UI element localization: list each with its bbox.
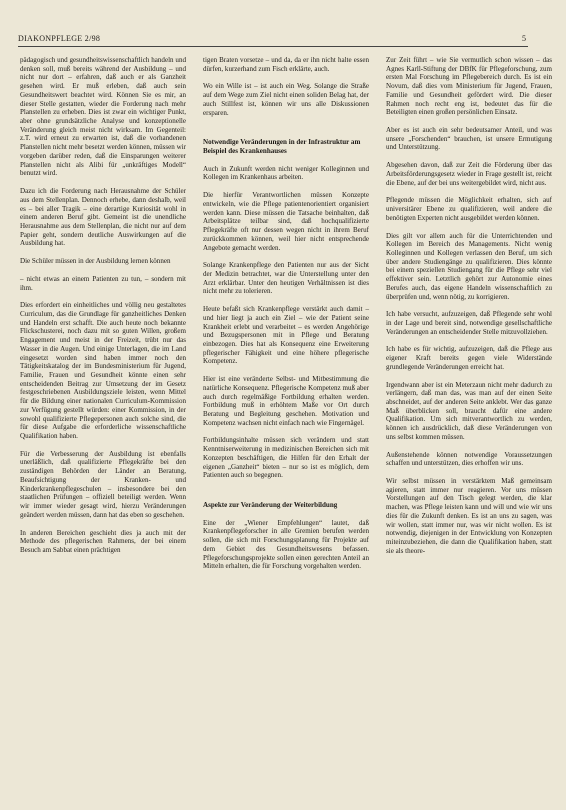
section-gap [203, 489, 369, 501]
text-column-2 [203, 56, 369, 580]
paragraph: Abgesehen davon, daß zur Zeit die Förderung über das Arbeitsförderungsgesetz wieder in Frage gestellt ist, reicht die Ebene, auf der bei uns weitergebildet wird, nicht aus. [386, 161, 552, 187]
paragraph: pädagogisch und gesundheitswissenschaftlich handeln und denken soll, muß bereits während der Ausbildung – und nicht nur dort – erfahren, daß auch er als Ganzheit gesehen wird. Er muß erleben, daß auch sein Gesundheitswert beachtet wird. Können Sie es mir, an dieser Stelle gestatten, wieder die Forderung nach mehr Planstellen zu erheben. Dies ist zwar ein wichtiger Punkt, aber ohne grundsätzliche Analyse und konzeptionelle Veränderung gleich meist nicht wirksam. Im Gegenteil: z.T. wird erneut zu erwarten ist, daß die vorhandenen Planstellen nicht mehr besetzt werden können, müssen wir vorgeben darüber reden, daß die Einsparungen weiterer Planstellen nicht als Alibi für „unkräftiges Modell“ benutzt wird. [20, 56, 186, 178]
paragraph: Eine der „Wiener Empfehlungen“ lautet, daß Krankenpflegeforscher in alle Gremien berufen werden sollen, die sich mit Forschungsplanung für Projekte auf dem Gebiet des Gesundheitswesens befassen. Pflegeforschungsprojekte sollen einen gerechten Anteil an Mitteln erhalten, die für Forschung vorgehalten werden. [203, 518, 369, 571]
text-column-3 [386, 56, 552, 565]
paragraph: Pflegende müssen die Möglichkeit erhalten, sich auf universitärer Ebene zu qualifizieren, weil andere die benötigten Experten nicht ausgebildet werden können. [386, 196, 552, 222]
paragraph: Heute befaßt sich Krankenpflege verstärkt auch damit – und hier liegt ja auch ein Ziel – wie der Patient seine Krankheit erlebt und verarbeitet – es werden Angehörige und Bezugspersonen mit in Pflege und Beratung einbezogen. Dies hat als Konsequenz eine Erweiterung pflegerischer Fähigkeit und eine höhere pflegerische Kompetenz. [203, 305, 369, 366]
paragraph: In anderen Bereichen geschieht dies ja auch mit der Methode des pflegerischen Rahmens, der bei einem Besuch am Sabbat einen prächtigen [20, 528, 186, 554]
page-number: 5 [522, 34, 526, 43]
paragraph: Irgendwann aber ist ein Meterzaun nicht mehr dadurch zu verlängern, daß man das, was man auf der einen Seite abschneidet, auf der anderen Seite anklebt. Wer das ganze Maß überblicken soll, braucht dafür eine andere Qualifikation. Um sich mitverantwortlich zu werden, können ich ausdrücklich, daß diese Veränderungen von uns selbst kommen müssen. [386, 380, 552, 441]
paragraph: Wo ein Wille ist – ist auch ein Weg. Solange die Straße auf dem Wege zum Ziel nicht einen soliden Belag hat, der auch Stillfest ist, können wir uns alle Diskussionen ersparen. [203, 82, 369, 117]
paragraph: Die hierfür Verantwortlichen müssen Konzepte entwickeln, wie die Pflege patientenorientiert organisiert werden kann. Diese müssen die Tatsache beinhalten, daß Arbeitsplätze teilbar sind, daß hochqualifizierte Pflegekräfte oft nur dessen wegen nicht in ihrem Beruf zurückkommen können, weil hier nicht entsprechende Angebote gemacht werden. [203, 191, 369, 252]
paragraph: Außenstehende können notwendige Voraussetzungen schaffen und unterstützen, dies erhoffen wir uns. [386, 450, 552, 468]
section-heading: Notwendige Veränderungen in der Infrastruktur am Beispiel des Krankenhauses [203, 138, 361, 156]
running-header-journal: DIAKONPFLEGE 2/98 [18, 34, 101, 43]
paragraph: Dies erfordert ein einheitliches und völlig neu gestaltetes Curriculum, das die Grundlage für ganzheitliches Denken und Handeln erst schafft. Die auch heute noch bekannte Flickschusterei, noch dazu mit so guten Willen, großem Engagement und meist in der Freizeit, trübt nur das Wasser in die Augen. Und einige Unterlagen, die im Land eingesetzt worden sind haben immer noch den Tätigkeitskatalog der im Bundesministerium für Jugend, Familie, Frauen und Gesundheit könnte einen sehr entscheidenden Beitrag zur Umsetzung der im Gesetz festgeschriebenen Ausbildungsziele leisten, wenn Mittel für die Bildung einer nationalen Curriculum-Kommission zur Verfügung gestellt würden: einer Kommission, in der sowohl qualifizierte Pflegepersonen auch solche sind, die für diese Aufgabe die erforderliche wissenschaftliche Qualifikation haben. [20, 301, 186, 441]
section-gap [203, 126, 369, 138]
header-rule [18, 46, 528, 47]
paragraph: Dies gilt vor allem auch für die Unterrichtenden und Kollegen im Bereich des Managements. Nicht wenig Kolleginnen und Kollegen verlassen den Beruf, um sich über andere Studiengänge zu qualifizieren. Dies könnte bei einem speziellen Studiengang für die Pflege sehr viel effektiver sein. Letztlich gehört zur Autonomie eines Berufes auch, das eigene Handeln wissenschaftlich zu überprüfen und, wenn nötig, zu korrigieren. [386, 231, 552, 301]
paragraph: Die Schüler müssen in der Ausbildung lernen können [20, 257, 171, 266]
paragraph: Aber es ist auch ein sehr bedeutsamer Anteil, und was unsere „Forschenden“ brauchen, ist unsere Ermutigung und Unterstützung. [386, 126, 552, 152]
paragraph: – nicht etwas an einem Patienten zu tun, – sondern mit ihm. [20, 274, 186, 292]
paragraph: Fortbildungsinhalte müssen sich verändern und statt Kenntniserweiterung in medizinischen Bereichen sich mit Konzepten beschäftigen, die Hilfen für den Erhalt der eigenen „Ganzheit“ bieten – nur so ist es möglich, dem Patienten auch so begegnen. [203, 436, 369, 480]
paragraph: Ich habe versucht, aufzuzeigen, daß Pflegende sehr wohl in der Lage und bereit sind, notwendige gesellschaftliche Veränderungen an entscheidender Stelle mitzuvollziehen. [386, 310, 552, 336]
paragraph: Zur Zeit führt – wie Sie vermutlich schon wissen – das Agnes Karll-Stiftung der DBfK für Pflegeforschung, zum ersten Mal Forschung im Pflegebereich durch. Es ist ein Novum, daß dies vom Ministerium für Jugend, Frauen, Familie und Gesundheit gefördert wird. Die dieser Rahmen noch recht eng ist, bedeutet das für die Beteiligten einen großen persönlichen Einsatz. [386, 56, 552, 117]
paragraph: Für die Verbesserung der Ausbildung ist ebenfalls unerläßlich, daß qualifizierte Pflegekräfte bei den zuständigen Behörden der Länder an Beratung, Beaufsichtigung der Kranken- und Kinderkrankenpflegeschulen – insbesondere bei den staatlichen Prüfungen – offiziell beteiligt werden. Wenn wir immer wieder gesagt wird, hierzu Veränderungen geändert werden müssen, dann hat das eben so geschehen. [20, 449, 186, 519]
paragraph: Ich habe es für wichtig, aufzuzeigen, daß die Pflege aus eigener Kraft bereits gegen viele Widerstände grundlegende Veränderungen erreicht hat. [386, 345, 552, 371]
paragraph: Hier ist eine veränderte Selbst- und Mitbestimmung die natürliche Konsequenz. Pflegerische Kompetenz muß aber auch durch regelmäßige Fortbildung erhalten werden. Fortbildung muß in erhöhtem Maße vor Ort durch Beratung und Begleitung geschehen. Motivation und Kompetenz wachsen nicht einfach nach wie Fingernägel. [203, 375, 369, 427]
paragraph: Dazu ich die Forderung nach Herausnahme der Schüler aus dem Stellenplan. Dennoch erhebe, dann deshalb, weil es – bei aller Tragik – eine derartige Kuriosität wohl in einem anderen Beruf gibt. Gemeint ist die unendliche Herausnahme aus dem Stellenplan, die nicht nur auf dem Papier geht, sondern deutliche Auswirkungen auf die Ausbildung hat. [20, 187, 186, 248]
text-column-1 [20, 56, 186, 564]
paragraph: tigen Braten vorsetze – und da, da er ihn nicht halte essen dürfen, kurzerhand zum Fisch erklärte, auch. [203, 56, 369, 73]
paragraph: Auch in Zukunft werden nicht weniger Kolleginnen und Kollegen im Krankenhaus arbeiten. [203, 164, 369, 182]
section-heading: Aspekte zur Veränderung der Weiterbildung [203, 501, 338, 510]
paragraph: Solange Krankenpflege den Patienten nur aus der Sicht der Medizin betrachtet, war die Unterstellung unter den Arzt erklärbar. Unter den heutigen Verhältnissen ist dies nicht mehr zu tolerieren. [203, 261, 369, 296]
paragraph: Wir selbst müssen in verstärktem Maß gemeinsam agieren, statt immer nur reagieren. Vor uns müssen Vorstellungen auf den Tisch gelegt werden, die klar machen, was Pflege leisten kann und will und wie wir uns dies für die Zukunft denken. Es ist an uns zu sagen, was wir wollen, statt immer nur, was wir nicht wollen. Es ist notwendig, diejenigen in der Entwicklung von Konzepten miteinzubeziehen, die dann die Qualifikation haben, statt sie als theore- [386, 477, 552, 555]
